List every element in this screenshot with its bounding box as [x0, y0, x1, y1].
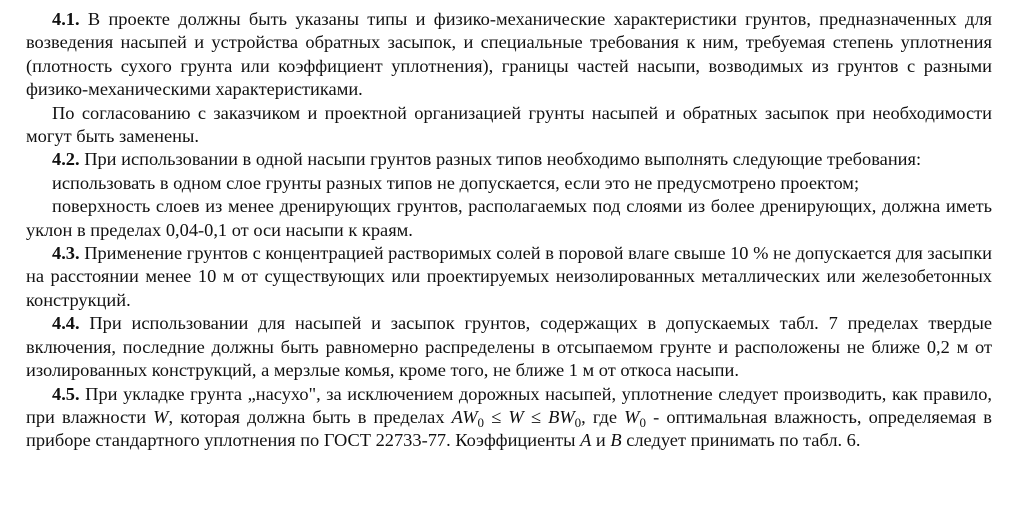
paragraph-4-1 [26, 8, 992, 102]
math-variable-w0: W [624, 406, 640, 427]
math-variable-b: B [610, 430, 622, 451]
paragraph-4-1-note [26, 102, 992, 149]
paragraph-text: , которая должна быть в пределах [168, 406, 452, 427]
paragraph-number: 4.4. [52, 313, 80, 334]
paragraph-4-2-item-1 [26, 172, 992, 195]
math-operator: ≤ [484, 406, 509, 427]
paragraph-number: 4.1. [52, 9, 80, 29]
paragraph-text: следует принимать по табл. 6. [621, 430, 861, 451]
math-subscript: 0 [477, 414, 485, 430]
paragraph-text: и [591, 430, 611, 451]
math-subscript: 0 [639, 414, 646, 430]
paragraph-text: При использовании для насыпей и засыпок грунтов, содержащих в допускаемых табл. 7 пределах твердые включения, последние должны быть равномерно распределены в отсыпаемом грунте и расположены не ближе 0,2 м от изолированных конструкций, а мерзлые комья, кроме того, не ближе 1 м от откоса насыпи. [26, 313, 992, 381]
paragraph-4-5 [26, 383, 992, 453]
paragraph-text: По согласованию с заказчиком и проектной организацией грунты насыпей и обратных засыпок при необходимости могут быть заменены. [26, 102, 992, 147]
paragraph-text: использовать в одном слое грунты разных типов не допускается, если это не предусмотрено проектом; [52, 172, 860, 193]
paragraph-text: поверхность слоев из менее дренирующих грунтов, располагаемых под слоями из более дренирующих, должна иметь уклон в пределах 0,04-0,1 от оси насыпи к краям. [26, 196, 992, 240]
paragraph-text: - оптимальная влажность, определяемая в приборе стандартного уплотнения по ГОСТ 22733-77. Коэффициенты [26, 406, 992, 451]
math-variable-w0: W [462, 406, 478, 427]
paragraph-text: При использовании в одной насыпи грунтов разных типов необходимо выполнять следующие требования: [79, 149, 922, 170]
paragraph-4-3 [26, 242, 992, 312]
math-variable-a: A [451, 406, 463, 427]
math-variable-w0: W [559, 406, 575, 427]
paragraph-4-2 [26, 148, 992, 171]
math-subscript: 0 [574, 414, 582, 430]
paragraph-text: , где [581, 406, 625, 427]
math-variable-b: B [548, 406, 560, 427]
paragraph-number: 4.5. [52, 383, 80, 404]
math-variable-w: W [508, 406, 524, 427]
inequality-formula [451, 406, 582, 430]
paragraph-4-2-item-2 [26, 195, 992, 242]
paragraph-4-4 [26, 312, 992, 382]
paragraph-number: 4.2. [52, 149, 80, 170]
math-variable-a: A [580, 430, 592, 451]
math-variable-w: W [153, 406, 169, 427]
paragraph-number: 4.3. [52, 243, 80, 264]
math-operator: ≤ [523, 406, 549, 427]
paragraph-text: Применение грунтов с концентрацией растворимых солей в поровой влаге свыше 10 % не допускается для засыпки на расстоянии менее 10 м от существующих или проектируемых неизолированных металлических или железобетонных конструкций. [26, 243, 992, 310]
paragraph-text: В проекте должны быть указаны типы и физико-механические характеристики грунтов, предназначенных для возведения насыпей и устройства обратных засыпок, и специальные требования к ним, требуемая степень уплотнения (плотность сухого грунта или коэффициент уплотнения), границы частей насыпи, возводимых из грунтов с разными физико-механическими характеристиками. [26, 9, 992, 100]
paragraph-text: При укладке грунта „насухо", за исключением дорожных насыпей, уплотнение следует производить, как правило, при влажности [26, 383, 992, 427]
